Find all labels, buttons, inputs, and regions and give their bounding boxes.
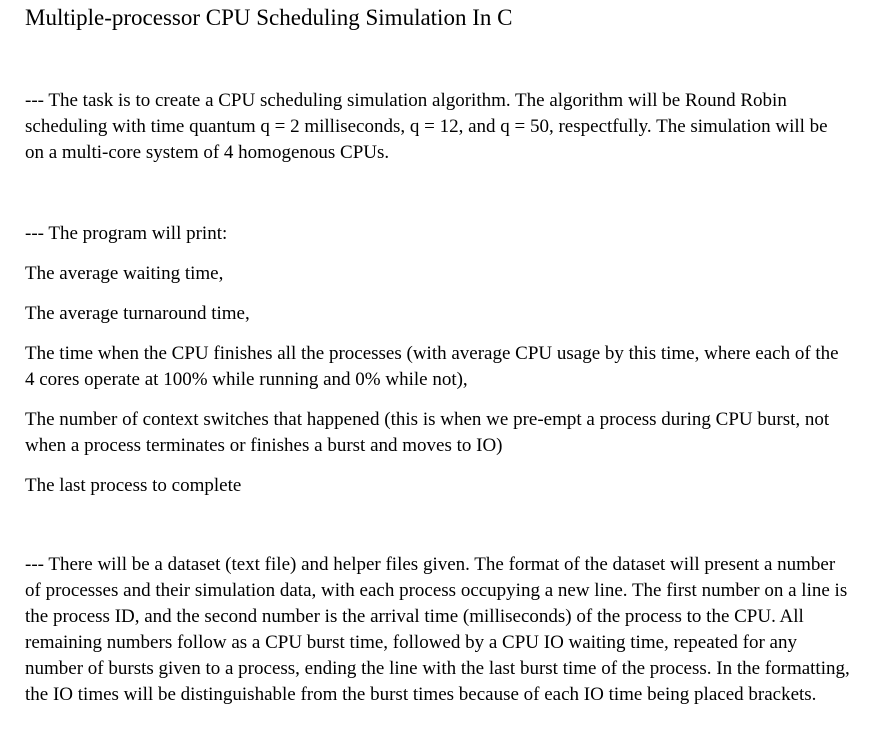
average-turnaround-time-item: The average turnaround time, xyxy=(25,303,250,324)
last-process-item: The last process to complete xyxy=(25,475,242,496)
dataset-paragraph: --- There will be a dataset (text file) and helper files given. The format of the dataset will present a number of processes and their simulation data, with each process occupying a new line. The first number on a line is the process ID, and the second number is the arrival time (milliseconds) of the process to the CPU. All remaining numbers follow as a CPU burst time, followed by a CPU IO waiting time, repeated for any number of bursts given to a process, ending the line with the last burst time of the process. In the formatting, the IO times will be distinguishable from the burst times because of each IO time being placed brackets. xyxy=(25,554,850,705)
document-title: Multiple-processor CPU Scheduling Simulation In C xyxy=(25,5,513,30)
task-paragraph: --- The task is to create a CPU scheduling simulation algorithm. The algorithm will be Round Robin scheduling with time quantum q = 2 milliseconds, q = 12, and q = 50, respectfully. The simulation will be on a multi-core system of 4 homogenous CPUs. xyxy=(25,90,828,163)
print-intro-paragraph: --- The program will print: xyxy=(25,223,228,244)
context-switches-item: The number of context switches that happened (this is when we pre-empt a process during CPU burst, not when a process terminates or finishes a burst and moves to IO) xyxy=(25,409,830,456)
finish-time-item: The time when the CPU finishes all the processes (with average CPU usage by this time, where each of the 4 cores operate at 100% while running and 0% while not), xyxy=(25,343,839,390)
average-waiting-time-item: The average waiting time, xyxy=(25,263,224,284)
